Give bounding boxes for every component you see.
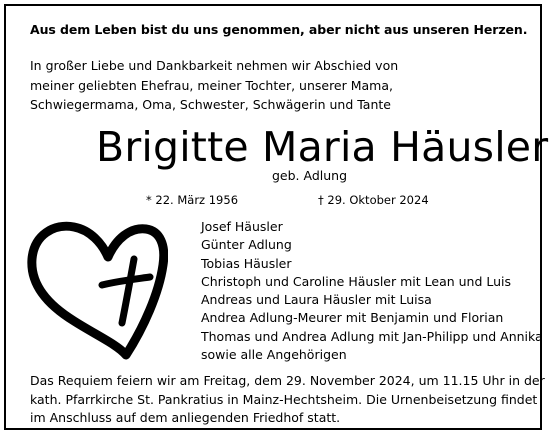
service-line: im Anschluss auf dem anliegenden Friedhof statt. [30,410,341,425]
list-item: Andrea Adlung-Meurer mit Benjamin und Florian [201,310,504,326]
service-line: Das Requiem feiern wir am Freitag, dem 29. November 2024, um 11.15 Uhr in der [30,373,545,388]
birth-date: * 22. März 1956 [146,193,239,207]
death-date: † 29. Oktober 2024 [318,193,429,207]
heart-with-cross-icon [26,219,168,360]
list-item: Tobias Häusler [201,255,292,271]
intro-line: Schwiegermama, Oma, Schwester, Schwägerin und Tante [30,97,391,112]
service-paragraph [30,372,545,428]
list-item: Günter Adlung [201,237,292,253]
intro-paragraph [30,56,398,115]
intro-line: In großer Liebe und Dankbarkeit nehmen wir Abschied von [30,58,399,73]
list-item: Andreas und Laura Häusler mit Luisa [201,292,432,308]
intro-line: meiner geliebten Ehefrau, meiner Tochter, unserer Mama, [30,77,393,93]
list-item: Josef Häusler [201,219,283,234]
list-item: sowie alle Angehörigen [201,347,347,363]
birth-name: geb. Adlung [272,168,348,183]
deceased-name: Brigitte Maria Häusler [96,123,549,171]
list-item: Thomas und Andrea Adlung mit Jan-Philipp und Annika [201,328,543,344]
service-line: kath. Pfarrkirche St. Pankratius in Mainz-Hechtsheim. Die Urnenbeisetzung findet [30,391,538,407]
motto-text: Aus dem Leben bist du uns genommen, aber nicht aus unseren Herzen. [30,22,528,37]
list-item: Christoph und Caroline Häusler mit Lean und Luis [201,273,512,289]
mourners-list [201,218,543,364]
